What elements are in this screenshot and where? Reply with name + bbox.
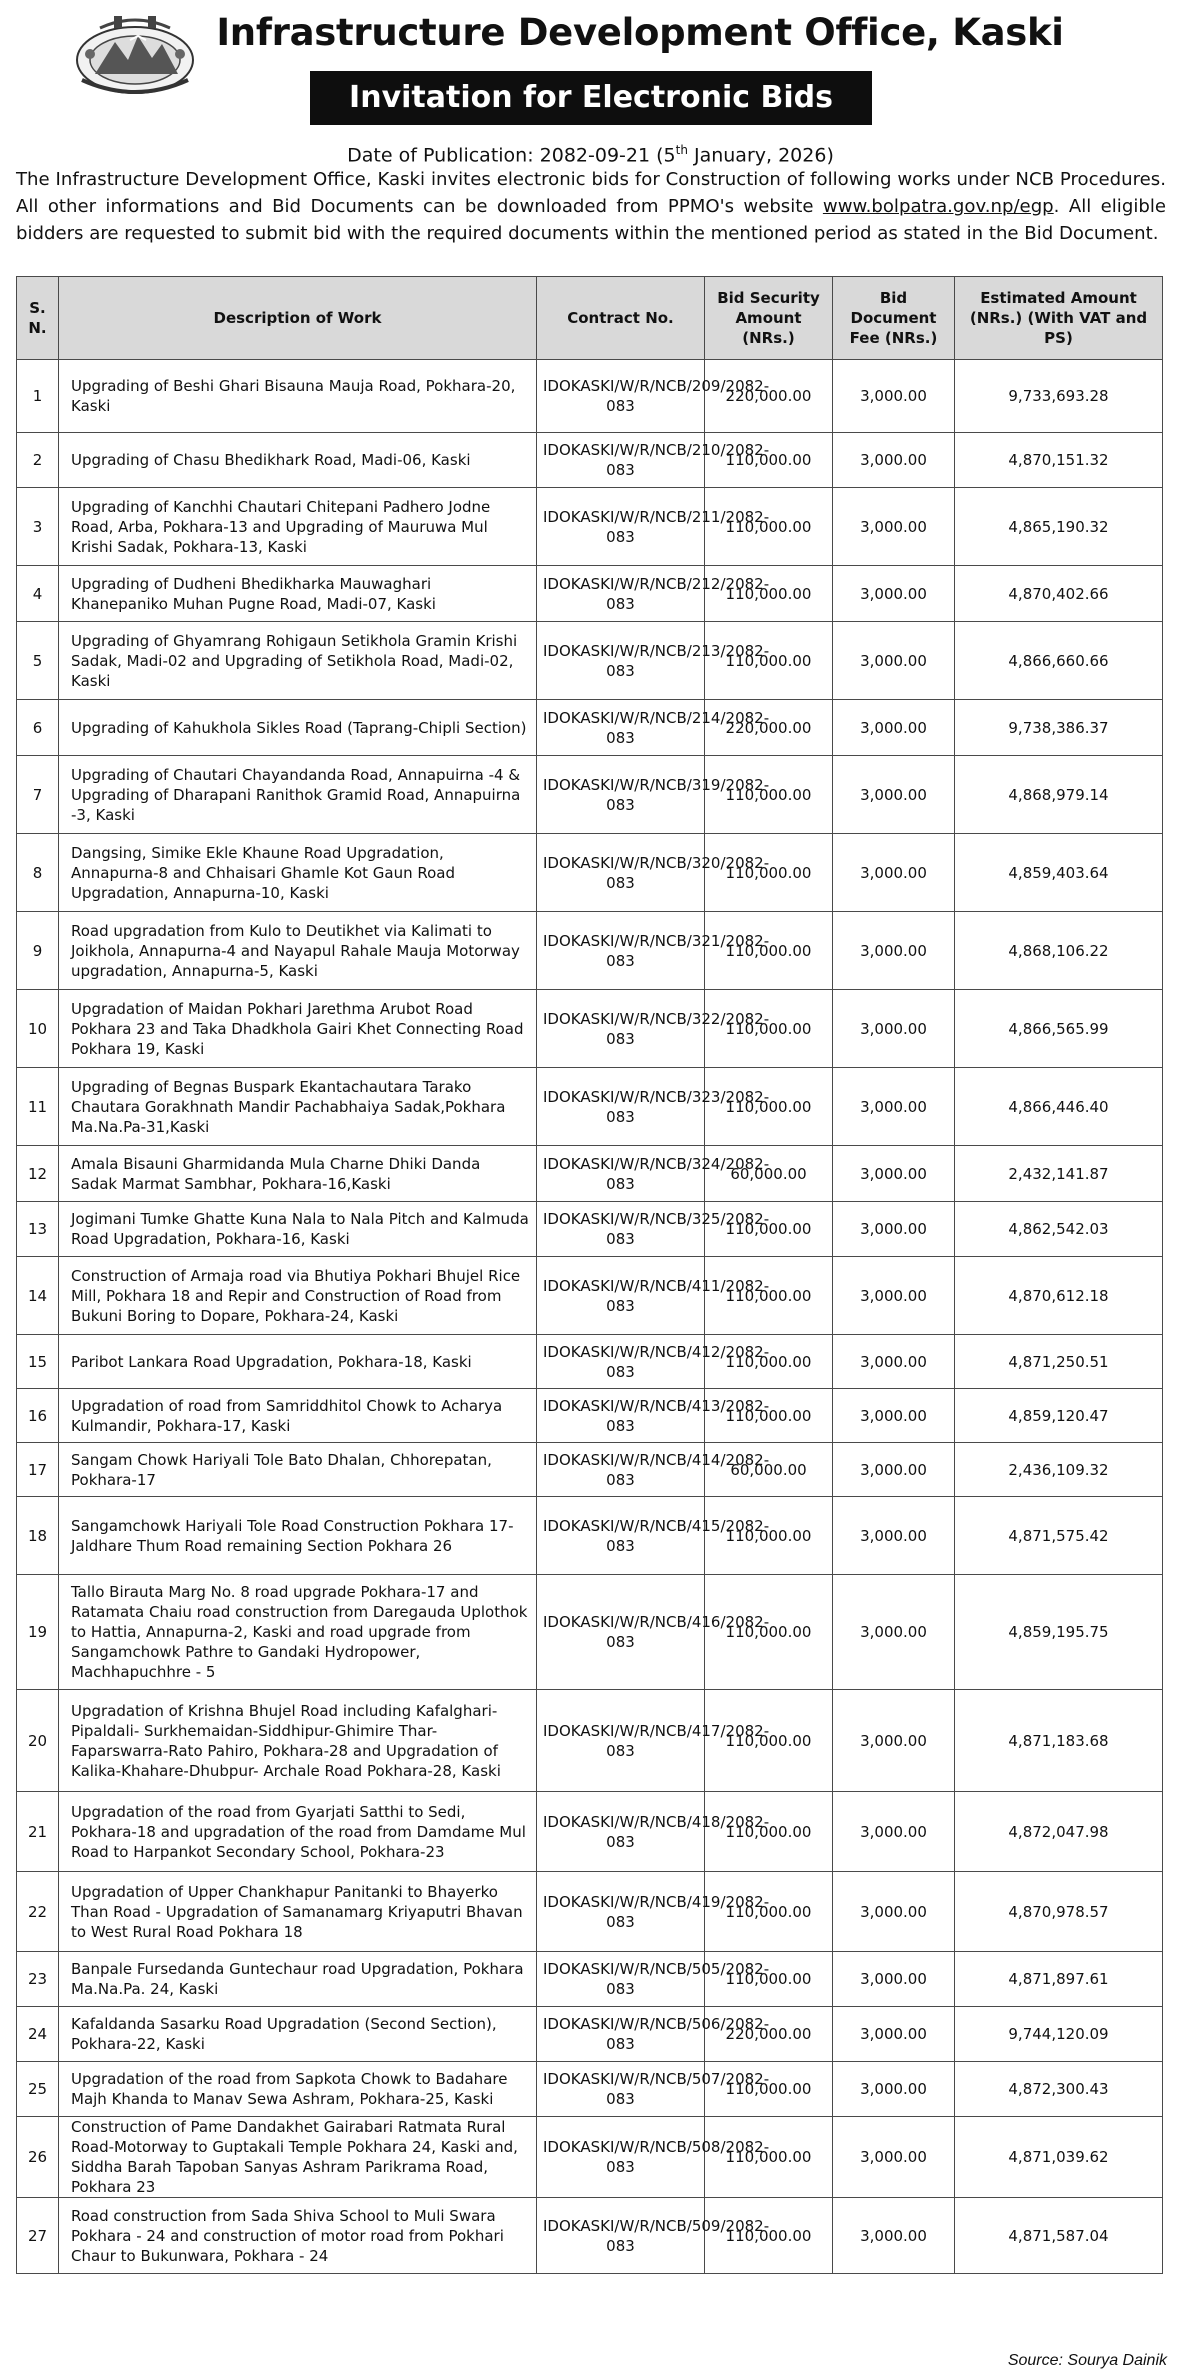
- cell-contract-no: IDOKASKI/W/R/NCB/509/2082-083: [537, 2198, 705, 2274]
- table-row: [17, 1497, 1163, 1575]
- intro-text-2: . All eligible bidders are requested to submit bid with the required documents within the mentioned period as stated in the Bid Document.: [16, 196, 1166, 244]
- cell-estimated-amount: 4,871,897.61: [955, 1952, 1163, 2007]
- cell-description: Amala Bisauni Gharmidanda Mula Charne Dhiki Danda Sadak Marmat Sambhar, Pokhara-16,Kaski: [59, 1146, 537, 1202]
- cell-bid-fee: 3,000.00: [833, 700, 955, 756]
- cell-description: Construction of Pame Dandakhet Gairabari Ratmata Rural Road-Motorway to Guptakali Temple Pokhara 24, Kaski and, Siddha Barah Tapoban Sanyas Ashram Parikrama Road, Pokhara 23: [59, 2117, 537, 2198]
- cell-description: Upgradation of Upper Chankhapur Panitanki to Bhayerko Than Road - Upgradation of Samanamarg Kriyaputri Bhavan to West Rural Road Pokhara 18: [59, 1872, 537, 1952]
- cell-contract-no: IDOKASKI/W/R/NCB/417/2082-083: [537, 1690, 705, 1792]
- cell-bid-security: 110,000.00: [705, 1335, 833, 1389]
- publication-date-end: January, 2026): [687, 144, 834, 167]
- cell-description: Jogimani Tumke Ghatte Kuna Nala to Nala Pitch and Kalmuda Road Upgradation, Pokhara-16, Kaski: [59, 1202, 537, 1257]
- cell-contract-no: IDOKASKI/W/R/NCB/321/2082-083: [537, 912, 705, 990]
- cell-contract-no: IDOKASKI/W/R/NCB/413/2082-083: [537, 1389, 705, 1443]
- cell-sn: 7: [17, 756, 59, 834]
- cell-contract-no: IDOKASKI/W/R/NCB/211/2082-083: [537, 488, 705, 566]
- table-row: [17, 756, 1163, 834]
- source-credit: Source: Sourya Dainik: [1007, 2352, 1167, 2369]
- cell-bid-security: 110,000.00: [705, 912, 833, 990]
- cell-estimated-amount: 4,870,402.66: [955, 566, 1163, 622]
- cell-estimated-amount: 4,871,183.68: [955, 1690, 1163, 1792]
- cell-contract-no: IDOKASKI/W/R/NCB/506/2082-083: [537, 2007, 705, 2062]
- cell-bid-security: 110,000.00: [705, 756, 833, 834]
- bids-table: [16, 276, 1163, 2274]
- table-row: [17, 2117, 1163, 2198]
- cell-bid-fee: 3,000.00: [833, 1575, 955, 1690]
- cell-estimated-amount: 4,868,106.22: [955, 912, 1163, 990]
- cell-estimated-amount: 4,859,120.47: [955, 1389, 1163, 1443]
- cell-bid-security: 110,000.00: [705, 1202, 833, 1257]
- cell-description: Construction of Armaja road via Bhutiya Pokhari Bhujel Rice Mill, Pokhara 18 and Repir and Construction of Road from Bukuni Boring to Dopare, Pokhara-24, Kaski: [59, 1257, 537, 1335]
- cell-description: Tallo Birauta Marg No. 8 road upgrade Pokhara-17 and Ratamata Chaiu road construction from Daregauda Uplothok to Hattia, Annapurna-2, Kaski and road upgrade from Sangamchowk Pathre to Gandaki Hydropower, Machhapuchhre - 5: [59, 1575, 537, 1690]
- cell-sn: 24: [17, 2007, 59, 2062]
- cell-bid-security: 220,000.00: [705, 360, 833, 433]
- table-row: [17, 1335, 1163, 1389]
- col-desc-header: Description of Work: [59, 277, 537, 360]
- cell-bid-security: 110,000.00: [705, 2117, 833, 2198]
- cell-contract-no: IDOKASKI/W/R/NCB/209/2082-083: [537, 360, 705, 433]
- cell-contract-no: IDOKASKI/W/R/NCB/411/2082-083: [537, 1257, 705, 1335]
- cell-contract-no: IDOKASKI/W/R/NCB/324/2082-083: [537, 1146, 705, 1202]
- cell-bid-fee: 3,000.00: [833, 1389, 955, 1443]
- cell-description: Upgrading of Kanchhi Chautari Chitepani Padhero Jodne Road, Arba, Pokhara-13 and Upgrading of Mauruwa Mul Krishi Sadak, Pokhara-13, Kaski: [59, 488, 537, 566]
- cell-bid-fee: 3,000.00: [833, 756, 955, 834]
- cell-bid-fee: 3,000.00: [833, 1952, 955, 2007]
- col-sn-header: S. N.: [17, 277, 59, 360]
- cell-estimated-amount: 4,868,979.14: [955, 756, 1163, 834]
- col-fee-header: Bid Document Fee (NRs.): [833, 277, 955, 360]
- cell-estimated-amount: 4,859,195.75: [955, 1575, 1163, 1690]
- cell-contract-no: IDOKASKI/W/R/NCB/505/2082-083: [537, 1952, 705, 2007]
- cell-contract-no: IDOKASKI/W/R/NCB/418/2082-083: [537, 1792, 705, 1872]
- cell-description: Sangamchowk Hariyali Tole Road Construction Pokhara 17-Jaldhare Thum Road remaining Section Pokhara 26: [59, 1497, 537, 1575]
- cell-sn: 4: [17, 566, 59, 622]
- cell-bid-fee: 3,000.00: [833, 622, 955, 700]
- cell-bid-security: 110,000.00: [705, 1792, 833, 1872]
- cell-description: Paribot Lankara Road Upgradation, Pokhara-18, Kaski: [59, 1335, 537, 1389]
- table-row: [17, 1690, 1163, 1792]
- cell-sn: 27: [17, 2198, 59, 2274]
- cell-contract-no: IDOKASKI/W/R/NCB/415/2082-083: [537, 1497, 705, 1575]
- table-row: [17, 990, 1163, 1068]
- cell-bid-security: 110,000.00: [705, 834, 833, 912]
- cell-estimated-amount: 4,866,446.40: [955, 1068, 1163, 1146]
- cell-bid-security: 110,000.00: [705, 1497, 833, 1575]
- cell-sn: 11: [17, 1068, 59, 1146]
- cell-description: Upgradation of Maidan Pokhari Jarethma Arubot Road Pokhara 23 and Taka Dhadkhola Gairi Khet Connecting Road Pokhara 19, Kaski: [59, 990, 537, 1068]
- cell-sn: 8: [17, 834, 59, 912]
- cell-sn: 9: [17, 912, 59, 990]
- cell-bid-security: 110,000.00: [705, 2062, 833, 2117]
- cell-bid-fee: 3,000.00: [833, 1690, 955, 1792]
- cell-bid-fee: 3,000.00: [833, 1146, 955, 1202]
- cell-sn: 14: [17, 1257, 59, 1335]
- cell-contract-no: IDOKASKI/W/R/NCB/214/2082-083: [537, 700, 705, 756]
- cell-estimated-amount: 4,871,039.62: [955, 2117, 1163, 2198]
- cell-sn: 26: [17, 2117, 59, 2198]
- cell-description: Upgrading of Chautari Chayandanda Road, Annapuirna -4 & Upgrading of Dharapani Ranithok Gramid Road, Annapuirna -3, Kaski: [59, 756, 537, 834]
- cell-bid-security: 220,000.00: [705, 700, 833, 756]
- table-row: [17, 2198, 1163, 2274]
- cell-description: Upgrading of Begnas Buspark Ekantachautara Tarako Chautara Gorakhnath Mandir Pachabhaiya Sadak,Pokhara Ma.Na.Pa-31,Kaski: [59, 1068, 537, 1146]
- cell-contract-no: IDOKASKI/W/R/NCB/508/2082-083: [537, 2117, 705, 2198]
- table-row: [17, 1443, 1163, 1497]
- cell-bid-fee: 3,000.00: [833, 834, 955, 912]
- cell-contract-no: IDOKASKI/W/R/NCB/319/2082-083: [537, 756, 705, 834]
- cell-contract-no: IDOKASKI/W/R/NCB/322/2082-083: [537, 990, 705, 1068]
- cell-bid-security: 110,000.00: [705, 1389, 833, 1443]
- intro-text-1: The Infrastructure Development Office, Kaski invites electronic bids for Construction of following works under NCB Procedures. All other informations and Bid Documents can be downloaded from PPMO's website: [16, 169, 1166, 217]
- ppmo-website-link[interactable]: www.bolpatra.gov.np/egp: [822, 196, 1054, 217]
- cell-contract-no: IDOKASKI/W/R/NCB/414/2082-083: [537, 1443, 705, 1497]
- cell-estimated-amount: 4,865,190.32: [955, 488, 1163, 566]
- cell-bid-security: 110,000.00: [705, 1257, 833, 1335]
- cell-bid-fee: 3,000.00: [833, 912, 955, 990]
- table-row: [17, 360, 1163, 433]
- cell-estimated-amount: 4,866,565.99: [955, 990, 1163, 1068]
- cell-sn: 18: [17, 1497, 59, 1575]
- cell-bid-fee: 3,000.00: [833, 1792, 955, 1872]
- cell-estimated-amount: 4,862,542.03: [955, 1202, 1163, 1257]
- cell-sn: 19: [17, 1575, 59, 1690]
- cell-sn: 6: [17, 700, 59, 756]
- publication-date-sup: th: [675, 143, 688, 157]
- table-row: [17, 1952, 1163, 2007]
- cell-bid-security: 220,000.00: [705, 2007, 833, 2062]
- cell-description: Upgrading of Beshi Ghari Bisauna Mauja Road, Pokhara-20, Kaski: [59, 360, 537, 433]
- cell-description: Dangsing, Simike Ekle Khaune Road Upgradation, Annapurna-8 and Chhaisari Ghamle Kot Gaun Road Upgradation, Annapurna-10, Kaski: [59, 834, 537, 912]
- cell-contract-no: IDOKASKI/W/R/NCB/412/2082-083: [537, 1335, 705, 1389]
- table-row: [17, 1146, 1163, 1202]
- cell-description: Banpale Fursedanda Guntechaur road Upgradation, Pokhara Ma.Na.Pa. 24, Kaski: [59, 1952, 537, 2007]
- cell-sn: 3: [17, 488, 59, 566]
- cell-bid-fee: 3,000.00: [833, 566, 955, 622]
- col-contract-header: Contract No.: [537, 277, 705, 360]
- cell-bid-security: 110,000.00: [705, 566, 833, 622]
- cell-estimated-amount: 4,870,151.32: [955, 433, 1163, 488]
- table-row: [17, 700, 1163, 756]
- cell-bid-fee: 3,000.00: [833, 488, 955, 566]
- cell-bid-security: 110,000.00: [705, 1872, 833, 1952]
- cell-contract-no: IDOKASKI/W/R/NCB/320/2082-083: [537, 834, 705, 912]
- cell-bid-security: 60,000.00: [705, 1443, 833, 1497]
- cell-description: Upgrading of Kahukhola Sikles Road (Taprang-Chipli Section): [59, 700, 537, 756]
- cell-bid-security: 60,000.00: [705, 1146, 833, 1202]
- table-row: [17, 2062, 1163, 2117]
- cell-description: Kafaldanda Sasarku Road Upgradation (Second Section), Pokhara-22, Kaski: [59, 2007, 537, 2062]
- table-row: [17, 622, 1163, 700]
- table-row: [17, 1389, 1163, 1443]
- cell-sn: 5: [17, 622, 59, 700]
- cell-estimated-amount: 4,871,575.42: [955, 1497, 1163, 1575]
- table-row: [17, 1202, 1163, 1257]
- cell-bid-fee: 3,000.00: [833, 1068, 955, 1146]
- cell-bid-security: 110,000.00: [705, 1690, 833, 1792]
- cell-sn: 23: [17, 1952, 59, 2007]
- cell-bid-fee: 3,000.00: [833, 1497, 955, 1575]
- cell-description: Upgrading of Ghyamrang Rohigaun Setikhola Gramin Krishi Sadak, Madi-02 and Upgrading of Setikhola Road, Madi-02, Kaski: [59, 622, 537, 700]
- cell-sn: 16: [17, 1389, 59, 1443]
- cell-estimated-amount: 9,733,693.28: [955, 360, 1163, 433]
- cell-description: Upgradation of the road from Sapkota Chowk to Badahare Majh Khanda to Manav Sewa Ashram, Pokhara-25, Kaski: [59, 2062, 537, 2117]
- table-row: [17, 488, 1163, 566]
- cell-bid-security: 110,000.00: [705, 1068, 833, 1146]
- cell-description: Upgrading of Dudheni Bhedikharka Mauwaghari Khanepaniko Muhan Pugne Road, Madi-07, Kaski: [59, 566, 537, 622]
- cell-contract-no: IDOKASKI/W/R/NCB/507/2082-083: [537, 2062, 705, 2117]
- cell-description: Road construction from Sada Shiva School to Muli Swara Pokhara - 24 and construction of motor road from Pokhari Chaur to Bukunwara, Pokhara - 24: [59, 2198, 537, 2274]
- cell-bid-security: 110,000.00: [705, 622, 833, 700]
- cell-bid-fee: 3,000.00: [833, 990, 955, 1068]
- cell-bid-fee: 3,000.00: [833, 1443, 955, 1497]
- cell-bid-fee: 3,000.00: [833, 360, 955, 433]
- table-row: [17, 1257, 1163, 1335]
- cell-bid-fee: 3,000.00: [833, 2198, 955, 2274]
- cell-estimated-amount: 4,870,612.18: [955, 1257, 1163, 1335]
- cell-contract-no: IDOKASKI/W/R/NCB/419/2082-083: [537, 1872, 705, 1952]
- cell-bid-security: 110,000.00: [705, 1952, 833, 2007]
- cell-bid-fee: 3,000.00: [833, 2007, 955, 2062]
- cell-estimated-amount: 9,738,386.37: [955, 700, 1163, 756]
- cell-bid-fee: 3,000.00: [833, 1202, 955, 1257]
- col-security-header: Bid Security Amount (NRs.): [705, 277, 833, 360]
- table-row: [17, 566, 1163, 622]
- col-estimate-header: Estimated Amount (NRs.) (With VAT and PS): [955, 277, 1163, 360]
- table-row: [17, 433, 1163, 488]
- cell-description: Upgradation of the road from Gyarjati Satthi to Sedi, Pokhara-18 and upgradation of the road from Damdame Mul Road to Harpankot Secondary School, Pokhara-23: [59, 1792, 537, 1872]
- cell-contract-no: IDOKASKI/W/R/NCB/416/2082-083: [537, 1575, 705, 1690]
- cell-estimated-amount: 4,871,250.51: [955, 1335, 1163, 1389]
- cell-sn: 2: [17, 433, 59, 488]
- publication-date-label: Date of Publication: 2082-09-21 (5: [347, 144, 676, 167]
- cell-estimated-amount: 4,870,978.57: [955, 1872, 1163, 1952]
- table-row: [17, 912, 1163, 990]
- cell-contract-no: IDOKASKI/W/R/NCB/212/2082-083: [537, 566, 705, 622]
- cell-estimated-amount: 4,871,587.04: [955, 2198, 1163, 2274]
- cell-sn: 25: [17, 2062, 59, 2117]
- cell-estimated-amount: 2,432,141.87: [955, 1146, 1163, 1202]
- cell-bid-security: 110,000.00: [705, 433, 833, 488]
- cell-description: Upgrading of Chasu Bhedikhark Road, Madi-06, Kaski: [59, 433, 537, 488]
- cell-contract-no: IDOKASKI/W/R/NCB/325/2082-083: [537, 1202, 705, 1257]
- cell-contract-no: IDOKASKI/W/R/NCB/323/2082-083: [537, 1068, 705, 1146]
- invitation-banner: Invitation for Electronic Bids: [310, 71, 872, 125]
- intro-paragraph: [16, 166, 1166, 247]
- table-row: [17, 1068, 1163, 1146]
- cell-description: Sangam Chowk Hariyali Tole Bato Dhalan, Chhorepatan, Pokhara-17: [59, 1443, 537, 1497]
- cell-description: Road upgradation from Kulo to Deutikhet via Kalimati to Joikhola, Annapurna-4 and Nayapul Rahale Mauja Motorway upgradation, Annapurna-5, Kaski: [59, 912, 537, 990]
- cell-description: Upgradation of road from Samriddhitol Chowk to Acharya Kulmandir, Pokhara-17, Kaski: [59, 1389, 537, 1443]
- cell-estimated-amount: 4,859,403.64: [955, 834, 1163, 912]
- cell-bid-security: 110,000.00: [705, 2198, 833, 2274]
- cell-estimated-amount: 9,744,120.09: [955, 2007, 1163, 2062]
- cell-sn: 13: [17, 1202, 59, 1257]
- cell-bid-fee: 3,000.00: [833, 1335, 955, 1389]
- cell-bid-security: 110,000.00: [705, 488, 833, 566]
- table-row: [17, 2007, 1163, 2062]
- table-row: [17, 834, 1163, 912]
- cell-bid-fee: 3,000.00: [833, 2062, 955, 2117]
- cell-sn: 20: [17, 1690, 59, 1792]
- cell-bid-fee: 3,000.00: [833, 1872, 955, 1952]
- cell-sn: 21: [17, 1792, 59, 1872]
- table-row: [17, 1792, 1163, 1872]
- cell-sn: 10: [17, 990, 59, 1068]
- table-header-row: [17, 277, 1163, 360]
- cell-bid-fee: 3,000.00: [833, 1257, 955, 1335]
- cell-estimated-amount: 4,872,300.43: [955, 2062, 1163, 2117]
- nepal-emblem-icon: [70, 14, 200, 96]
- cell-sn: 15: [17, 1335, 59, 1389]
- office-title: Infrastructure Development Office, Kaski: [216, 11, 1064, 54]
- table-row: [17, 1575, 1163, 1690]
- cell-bid-security: 110,000.00: [705, 1575, 833, 1690]
- cell-bid-fee: 3,000.00: [833, 2117, 955, 2198]
- cell-contract-no: IDOKASKI/W/R/NCB/210/2082-083: [537, 433, 705, 488]
- cell-estimated-amount: 2,436,109.32: [955, 1443, 1163, 1497]
- cell-sn: 12: [17, 1146, 59, 1202]
- cell-sn: 17: [17, 1443, 59, 1497]
- table-row: [17, 1872, 1163, 1952]
- cell-bid-fee: 3,000.00: [833, 433, 955, 488]
- cell-estimated-amount: 4,866,660.66: [955, 622, 1163, 700]
- cell-description: Upgradation of Krishna Bhujel Road including Kafalghari-Pipaldali- Surkhemaidan-Siddhipur-Ghimire Thar-Faparswarra-Rato Pahiro, Pokhara-28 and Upgradation of Kalika-Khahare-Dhubpur- Archale Road Pokhara-28, Kaski: [59, 1690, 537, 1792]
- cell-estimated-amount: 4,872,047.98: [955, 1792, 1163, 1872]
- cell-sn: 1: [17, 360, 59, 433]
- cell-contract-no: IDOKASKI/W/R/NCB/213/2082-083: [537, 622, 705, 700]
- cell-sn: 22: [17, 1872, 59, 1952]
- cell-bid-security: 110,000.00: [705, 990, 833, 1068]
